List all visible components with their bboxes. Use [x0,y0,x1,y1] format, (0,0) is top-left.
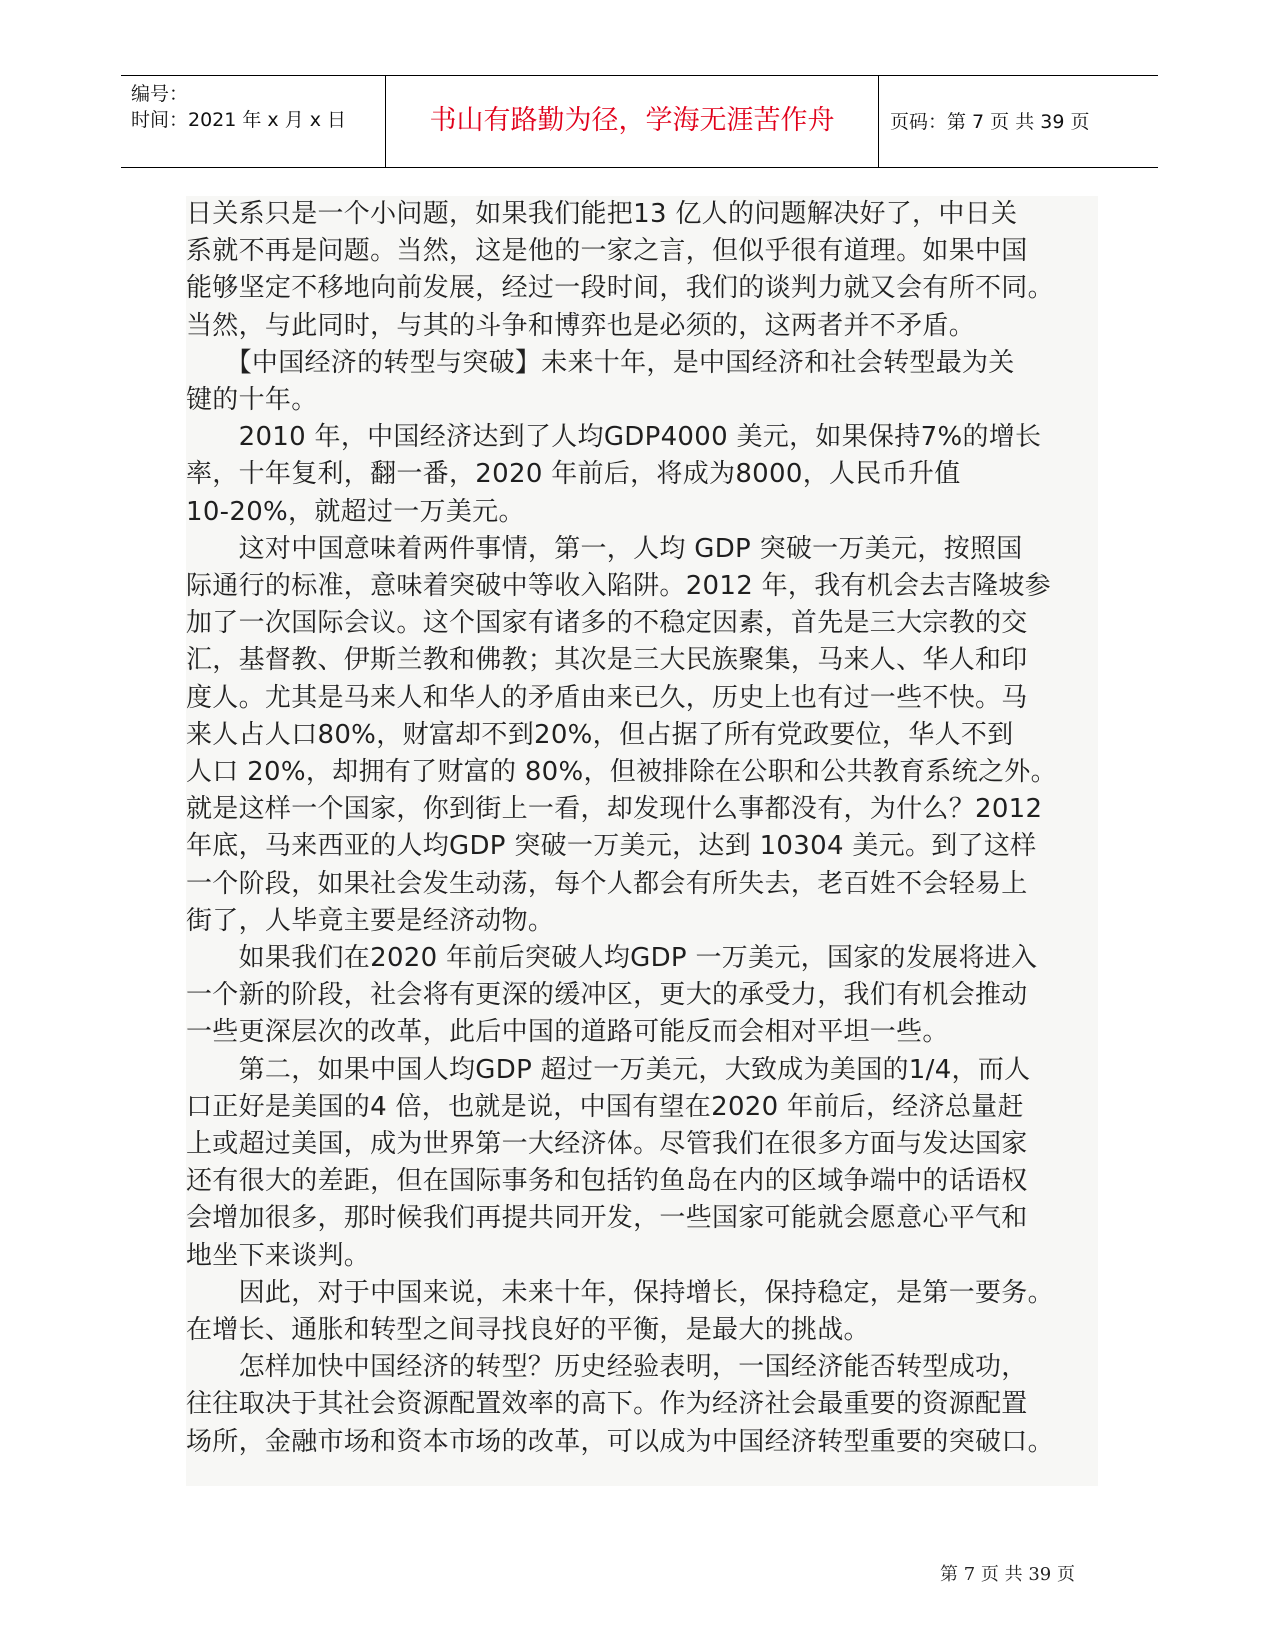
body-text-line: 一个新的阶段，社会将有更深的缓冲区，更大的承受力，我们有机会推动 [186,980,1028,1011]
body-text-line: 会增加很多，那时候我们再提共同开发，一些国家可能就会愿意心平气和 [186,1203,1028,1234]
body-text-line: 一个阶段，如果社会发生动荡，每个人都会有所失去，老百姓不会轻易上 [186,868,1028,899]
body-text-line: 这对中国意味着两件事情，第一，人均 GDP 突破一万美元，按照国 [186,533,1023,564]
header-motto-cell [386,76,879,167]
header-page-cell [879,76,1158,167]
body-text-line: 因此，对于中国来说，未来十年，保持增长，保持稳定，是第一要务。 [186,1277,1054,1308]
body-text-line: 还有很大的差距，但在国际事务和包括钓鱼岛在内的区域争端中的话语权 [186,1166,1028,1197]
body-text-line: 第二，如果中国人均GDP 超过一万美元，大致成为美国的1/4，而人 [186,1054,1031,1085]
body-text-line: 能够坚定不移地向前发展，经过一段时间，我们的谈判力就又会有所不同。 [186,273,1054,304]
document-time-label: 时间：2021 年 x 月 x 日 [131,109,347,131]
header-table [121,75,1158,168]
body-text-line: 10-20%，就超过一万美元。 [186,496,525,527]
body-text-line: 加了一次国际会议。这个国家有诸多的不稳定因素，首先是三大宗教的交 [186,608,1028,639]
body-text-line: 在增长、通胀和转型之间寻找良好的平衡，是最大的挑战。 [186,1315,870,1345]
document-code-label: 编号： [131,83,189,105]
body-text-line: 日关系只是一个小问题，如果我们能把13 亿人的问题解决好了，中日关 [186,199,1018,229]
body-text-line: 2010 年，中国经济达到了人均GDP4000 美元，如果保持7%的增长 [186,422,1042,453]
body-text-line: 口正好是美国的4 倍，也就是说，中国有望在2020 年前后，经济总量赶 [186,1091,1024,1122]
body-text-line: 一些更深层次的改革，此后中国的道路可能反而会相对平坦一些。 [186,1017,949,1048]
body-text-line: 【中国经济的转型与突破】未来十年，是中国经济和社会转型最为关 [186,347,1015,378]
body-text-line: 度人。尤其是马来人和华人的矛盾由来已久，历史上也有过一些不快。马 [186,682,1028,713]
body-text-line: 地坐下来谈判。 [186,1240,371,1271]
body-text-line: 如果我们在2020 年前后突破人均GDP 一万美元，国家的发展将进入 [186,943,1038,973]
body-text-line: 率，十年复利，翻一番，2020 年前后，将成为8000，人民币升值 [186,459,961,490]
document-body [186,196,1098,1486]
body-text-line: 街了，人毕竟主要是经济动物。 [186,905,555,936]
body-text-line: 人口 20%，却拥有了财富的 80%，但被排除在公职和公共教育系统之外。 [186,757,1057,787]
header-motto: 书山有路勤为径，学海无涯苦作舟 [429,105,835,136]
body-text-line: 上或超过美国，成为世界第一大经济体。尽管我们在很多方面与发达国家 [186,1129,1028,1159]
header-meta-cell [121,76,386,167]
body-text-line: 怎样加快中国经济的转型？历史经验表明，一国经济能否转型成功， [186,1352,1028,1383]
header-page-number: 页码：第 7 页 共 39 页 [890,111,1090,133]
body-text-line: 往往取决于其社会资源配置效率的高下。作为经济社会最重要的资源配置 [186,1389,1028,1420]
body-text-line: 就是这样一个国家，你到街上一看，却发现什么事都没有，为什么？2012 [186,794,1043,825]
body-text-line: 系就不再是问题。当然，这是他的一家之言，但似乎很有道理。如果中国 [186,236,1028,267]
body-text-line: 当然，与此同时，与其的斗争和博弈也是必须的，这两者并不矛盾。 [186,310,976,341]
body-text-line: 场所，金融市场和资本市场的改革，可以成为中国经济转型重要的突破口。 [186,1426,1054,1457]
body-text-line: 键的十年。 [186,385,318,415]
footer-page-number: 第 7 页 共 39 页 [940,1564,1075,1585]
body-text-line: 汇，基督教、伊斯兰教和佛教；其次是三大民族聚集，马来人、华人和印 [186,645,1028,676]
body-text-line: 来人占人口80%，财富却不到20%，但占据了所有党政要位，华人不到 [186,719,1014,750]
body-text-line: 年底，马来西亚的人均GDP 突破一万美元，达到 10304 美元。到了这样 [186,831,1037,862]
body-text-line: 际通行的标准，意味着突破中等收入陷阱。2012 年，我有机会去吉隆坡参 [186,571,1051,601]
